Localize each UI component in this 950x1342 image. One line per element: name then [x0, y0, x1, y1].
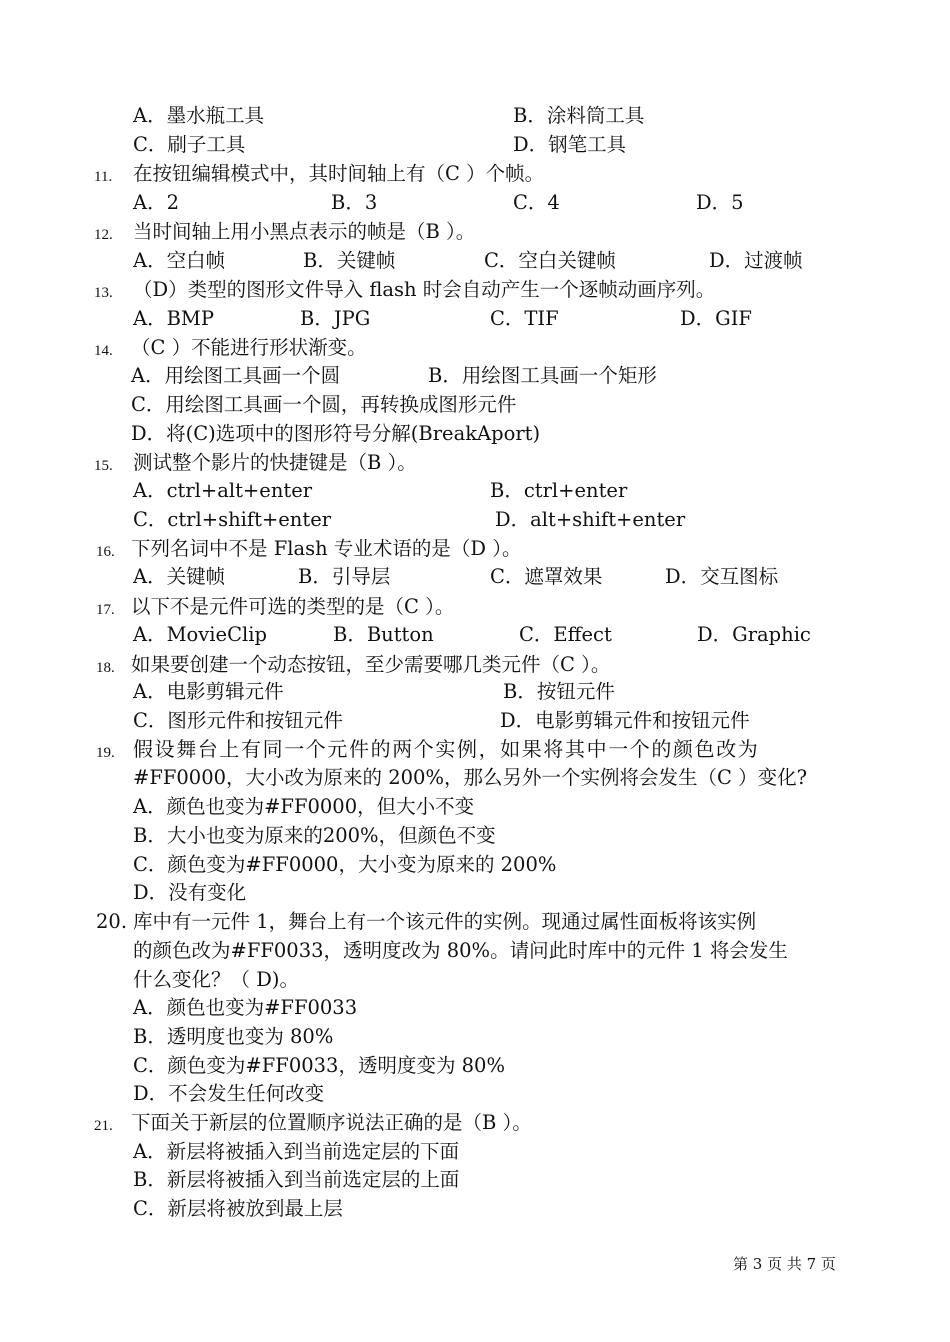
q18-option-a: A．电影剪辑元件: [133, 680, 284, 703]
q11-option-d: D．5: [696, 191, 744, 214]
q15-option-c: C．ctrl+shift+enter: [133, 508, 332, 531]
q19-option-d: D．没有变化: [133, 881, 247, 904]
q13-option-b: B．JPG: [300, 307, 371, 330]
q12-option-d: D．过渡帧: [709, 249, 803, 272]
q20-option-b: B．透明度也变为 80%: [133, 1025, 334, 1048]
q18-option-d: D．电影剪辑元件和按钮元件: [500, 709, 750, 732]
q17-option-b: B．Button: [333, 623, 434, 646]
q11-number: 11.: [94, 169, 113, 185]
q16-option-a: A．关键帧: [133, 565, 226, 588]
q15-number: 15.: [94, 458, 113, 474]
q15-option-a: A．ctrl+alt+enter: [133, 479, 313, 502]
q10-option-c: C．刷子工具: [133, 133, 246, 156]
q11-stem: 在按钮编辑模式中，其时间轴上有（C ）个帧。: [133, 162, 545, 185]
q19-option-a: A．颜色也变为#FF0000，但大小不变: [133, 795, 475, 818]
q20-stem-line3: 什么变化？（ D)。: [133, 968, 299, 991]
q16-number: 16.: [96, 544, 115, 560]
q19-number: 19.: [96, 745, 115, 761]
q12-option-c: C．空白关键帧: [484, 249, 616, 272]
q21-stem: 下面关于新层的位置顺序说法正确的是（B ）。: [131, 1111, 532, 1134]
q15-option-b: B．ctrl+enter: [490, 479, 628, 502]
q21-number: 21.: [94, 1118, 113, 1134]
q13-option-d: D．GIF: [680, 307, 752, 330]
q10-option-d: D．钢笔工具: [513, 133, 627, 156]
q19-stem-line1: 假设舞台上有同一个元件的两个实例，如果将其中一个的颜色改为: [133, 737, 760, 761]
q17-option-c: C．Effect: [519, 623, 612, 646]
q12-option-b: B．关键帧: [303, 249, 396, 272]
q14-option-b: B．用绘图工具画一个矩形: [428, 364, 657, 387]
q20-stem-line1: 库中有一元件 1，舞台上有一个该元件的实例。现通过属性面板将该实例: [133, 910, 757, 933]
q12-option-a: A．空白帧: [133, 249, 226, 272]
q18-number: 18.: [96, 660, 115, 676]
q16-option-d: D．交互图标: [665, 565, 779, 588]
q20-option-a: A．颜色也变为#FF0033: [133, 996, 358, 1019]
q18-option-c: C．图形元件和按钮元件: [133, 709, 343, 732]
q20-stem-line2: 的颜色改为#FF0033，透明度改为 80%。请问此时库中的元件 1 将会发生: [133, 939, 788, 962]
q19-option-c: C．颜色变为#FF0000，大小变为原来的 200%: [133, 853, 557, 876]
q12-stem: 当时间轴上用小黑点表示的帧是（B ）。: [133, 220, 476, 243]
q21-option-b: B．新层将被插入到当前选定层的上面: [133, 1168, 460, 1191]
q10-option-b: B．涂料筒工具: [513, 104, 645, 127]
q18-option-b: B．按钮元件: [503, 680, 615, 703]
q16-option-b: B．引导层: [298, 565, 391, 588]
q17-option-a: A．MovieClip: [133, 623, 267, 646]
q16-option-c: C．遮罩效果: [490, 565, 603, 588]
q19-option-b: B．大小也变为原来的200%，但颜色不变: [133, 824, 496, 847]
q13-stem: （D）类型的图形文件导入 flash 时会自动产生一个逐帧动画序列。: [133, 278, 716, 301]
q21-option-a: A．新层将被插入到当前选定层的下面: [133, 1140, 460, 1163]
q14-stem: （C ）不能进行形状渐变。: [131, 336, 367, 359]
q13-option-a: A．BMP: [133, 307, 214, 330]
q11-option-a: A．2: [133, 191, 179, 214]
q13-option-c: C．TIF: [490, 307, 559, 330]
q10-option-a: A．墨水瓶工具: [133, 104, 265, 127]
q20-option-d: D．不会发生任何改变: [133, 1082, 325, 1105]
q15-option-d: D．alt+shift+enter: [495, 508, 686, 531]
q14-option-a: A．用绘图工具画一个圆: [131, 364, 341, 387]
q14-number: 14.: [94, 343, 113, 359]
q12-number: 12.: [94, 227, 113, 243]
q17-option-d: D．Graphic: [697, 623, 811, 646]
q18-stem: 如果要创建一个动态按钮，至少需要哪几类元件（C ）。: [131, 653, 611, 676]
q14-option-d: D．将(C)选项中的图形符号分解(BreakAport): [131, 422, 541, 445]
q17-number: 17.: [96, 602, 115, 618]
q16-stem: 下列名词中不是 Flash 专业术语的是（D ）。: [131, 537, 522, 560]
q11-option-c: C．4: [513, 191, 560, 214]
q19-stem-line2: #FF0000，大小改为原来的 200%，那么另外一个实例将会发生（C ）变化?: [133, 766, 808, 789]
q14-option-c: C．用绘图工具画一个圆，再转换成图形元件: [131, 393, 517, 416]
q20-option-c: C．颜色变为#FF0033，透明度变为 80%: [133, 1054, 505, 1077]
q13-number: 13.: [94, 285, 113, 301]
q20-number: 20.: [96, 910, 128, 933]
q11-option-b: B．3: [331, 191, 378, 214]
q15-stem: 测试整个影片的快捷键是（B ）。: [133, 451, 417, 474]
q21-option-c: C．新层将被放到最上层: [133, 1197, 343, 1220]
q17-stem: 以下不是元件可选的类型的是（C ）。: [131, 595, 455, 618]
page-footer: 第 3 页 共 7 页: [733, 1255, 836, 1273]
